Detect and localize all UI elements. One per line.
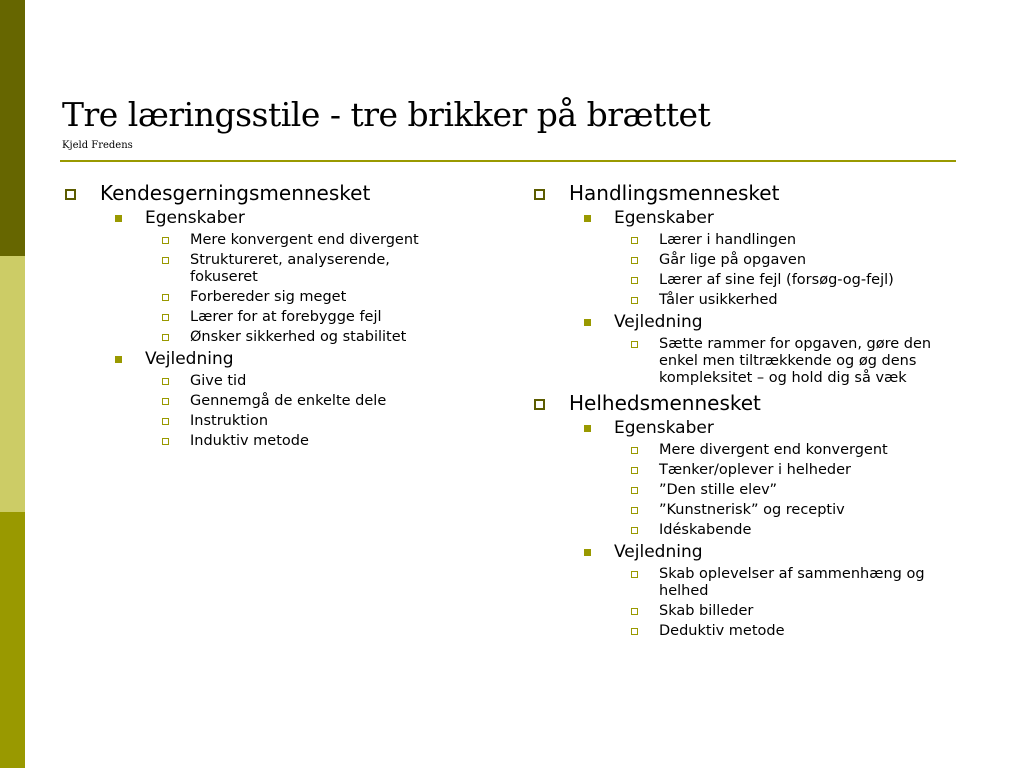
small-square-bullet-icon <box>631 341 638 348</box>
side-bar-middle <box>0 256 25 512</box>
small-square-bullet-icon <box>162 314 169 321</box>
list-item-text: Give tid <box>190 373 247 389</box>
group-heading: Vejledning <box>145 349 234 369</box>
group-heading: Vejledning <box>614 312 703 332</box>
list-item-text: Mere konvergent end divergent <box>190 232 419 248</box>
side-bar-bottom <box>0 512 25 768</box>
small-square-bullet-icon <box>162 334 169 341</box>
filled-square-bullet-icon <box>584 549 591 556</box>
group-list <box>569 207 959 387</box>
hollow-square-bullet-icon <box>534 399 545 410</box>
list-item <box>614 623 959 640</box>
group-heading: Egenskaber <box>145 208 245 228</box>
outline-item-kendesgerningsmennesket <box>58 180 478 450</box>
outline-item-handlingsmennesket <box>527 180 959 387</box>
list-item-text: Lærer af sine fejl (forsøg-og-fejl) <box>659 272 894 288</box>
item-list <box>614 336 959 387</box>
list-item <box>145 309 478 326</box>
left-column <box>58 180 478 452</box>
list-item <box>145 393 478 410</box>
filled-square-bullet-icon <box>584 215 591 222</box>
item-list <box>614 232 959 309</box>
group-heading: Egenskaber <box>614 418 714 438</box>
slide-title: Tre læringsstile - tre brikker på brættet <box>62 95 711 134</box>
group-list <box>569 417 959 640</box>
small-square-bullet-icon <box>631 487 638 494</box>
small-square-bullet-icon <box>631 237 638 244</box>
list-item <box>145 433 478 450</box>
list-item <box>614 603 959 620</box>
filled-square-bullet-icon <box>115 215 122 222</box>
small-square-bullet-icon <box>631 628 638 635</box>
list-item-text: Struktureret, analyserende, fokuseret <box>190 252 390 285</box>
filled-square-bullet-icon <box>584 319 591 326</box>
list-item <box>145 329 478 346</box>
list-item-text: Deduktiv metode <box>659 623 785 639</box>
small-square-bullet-icon <box>162 418 169 425</box>
small-square-bullet-icon <box>631 467 638 474</box>
list-item-text: Forbereder sig meget <box>190 289 347 305</box>
item-list <box>614 442 959 539</box>
group-list <box>100 207 478 450</box>
list-item-text: Induktiv metode <box>190 433 309 449</box>
title-divider <box>60 160 956 162</box>
left-outline <box>58 180 478 450</box>
list-item <box>145 289 478 306</box>
list-item <box>145 252 478 286</box>
list-item <box>145 232 478 249</box>
learning-style-heading: Handlingsmennesket <box>569 181 780 205</box>
small-square-bullet-icon <box>631 297 638 304</box>
list-item <box>145 413 478 430</box>
small-square-bullet-icon <box>162 257 169 264</box>
group-egenskaber <box>100 207 478 346</box>
list-item-text: Gennemgå de enkelte dele <box>190 393 387 409</box>
hollow-square-bullet-icon <box>65 189 76 200</box>
group-vejledning <box>569 541 959 640</box>
slide-subtitle: Kjeld Fredens <box>62 140 133 151</box>
small-square-bullet-icon <box>162 398 169 405</box>
group-egenskaber <box>569 417 959 539</box>
list-item <box>145 373 478 390</box>
filled-square-bullet-icon <box>115 356 122 363</box>
list-item <box>614 482 959 499</box>
group-vejledning <box>100 348 478 450</box>
small-square-bullet-icon <box>631 257 638 264</box>
small-square-bullet-icon <box>631 447 638 454</box>
list-item-text: Sætte rammer for opgaven, gøre den enkel men tiltrækkende og øg dens kompleksitet – og hold dig så væk <box>659 336 932 386</box>
small-square-bullet-icon <box>162 294 169 301</box>
list-item <box>614 462 959 479</box>
list-item-text: Skab oplevelser af sammenhæng og helhed <box>659 566 925 599</box>
small-square-bullet-icon <box>162 378 169 385</box>
list-item-text: Skab billeder <box>659 603 754 619</box>
right-column <box>527 180 959 642</box>
list-item-text: Ønsker sikkerhed og stabilitet <box>190 329 407 345</box>
group-egenskaber <box>569 207 959 309</box>
list-item <box>614 522 959 539</box>
list-item-text: Lærer i handlingen <box>659 232 797 248</box>
small-square-bullet-icon <box>631 608 638 615</box>
small-square-bullet-icon <box>162 237 169 244</box>
list-item-text: Går lige på opgaven <box>659 252 807 268</box>
list-item <box>614 566 959 600</box>
item-list <box>145 232 478 346</box>
list-item-text: Mere divergent end konvergent <box>659 442 888 458</box>
list-item-text: Tænker/oplever i helheder <box>659 462 852 478</box>
list-item-text: Tåler usikkerhed <box>659 292 778 308</box>
small-square-bullet-icon <box>631 527 638 534</box>
list-item <box>614 292 959 309</box>
small-square-bullet-icon <box>631 277 638 284</box>
list-item <box>614 252 959 269</box>
group-heading: Egenskaber <box>614 208 714 228</box>
small-square-bullet-icon <box>162 438 169 445</box>
item-list <box>614 566 959 640</box>
list-item-text: Instruktion <box>190 413 269 429</box>
list-item-text: ”Kunstnerisk” og receptiv <box>659 502 845 518</box>
hollow-square-bullet-icon <box>534 189 545 200</box>
list-item <box>614 336 959 387</box>
list-item <box>614 502 959 519</box>
item-list <box>145 373 478 450</box>
list-item <box>614 272 959 289</box>
side-bar-top <box>0 0 25 256</box>
small-square-bullet-icon <box>631 571 638 578</box>
list-item-text: Lærer for at forebygge fejl <box>190 309 382 325</box>
filled-square-bullet-icon <box>584 425 591 432</box>
group-vejledning <box>569 311 959 387</box>
list-item <box>614 232 959 249</box>
group-heading: Vejledning <box>614 542 703 562</box>
list-item <box>614 442 959 459</box>
list-item-text: Idéskabende <box>659 522 752 538</box>
outline-item-helhedsmennesket <box>527 390 959 640</box>
learning-style-heading: Helhedsmennesket <box>569 391 761 415</box>
small-square-bullet-icon <box>631 507 638 514</box>
right-outline <box>527 180 959 640</box>
list-item-text: ”Den stille elev” <box>659 482 777 498</box>
learning-style-heading: Kendesgerningsmennesket <box>100 181 371 205</box>
